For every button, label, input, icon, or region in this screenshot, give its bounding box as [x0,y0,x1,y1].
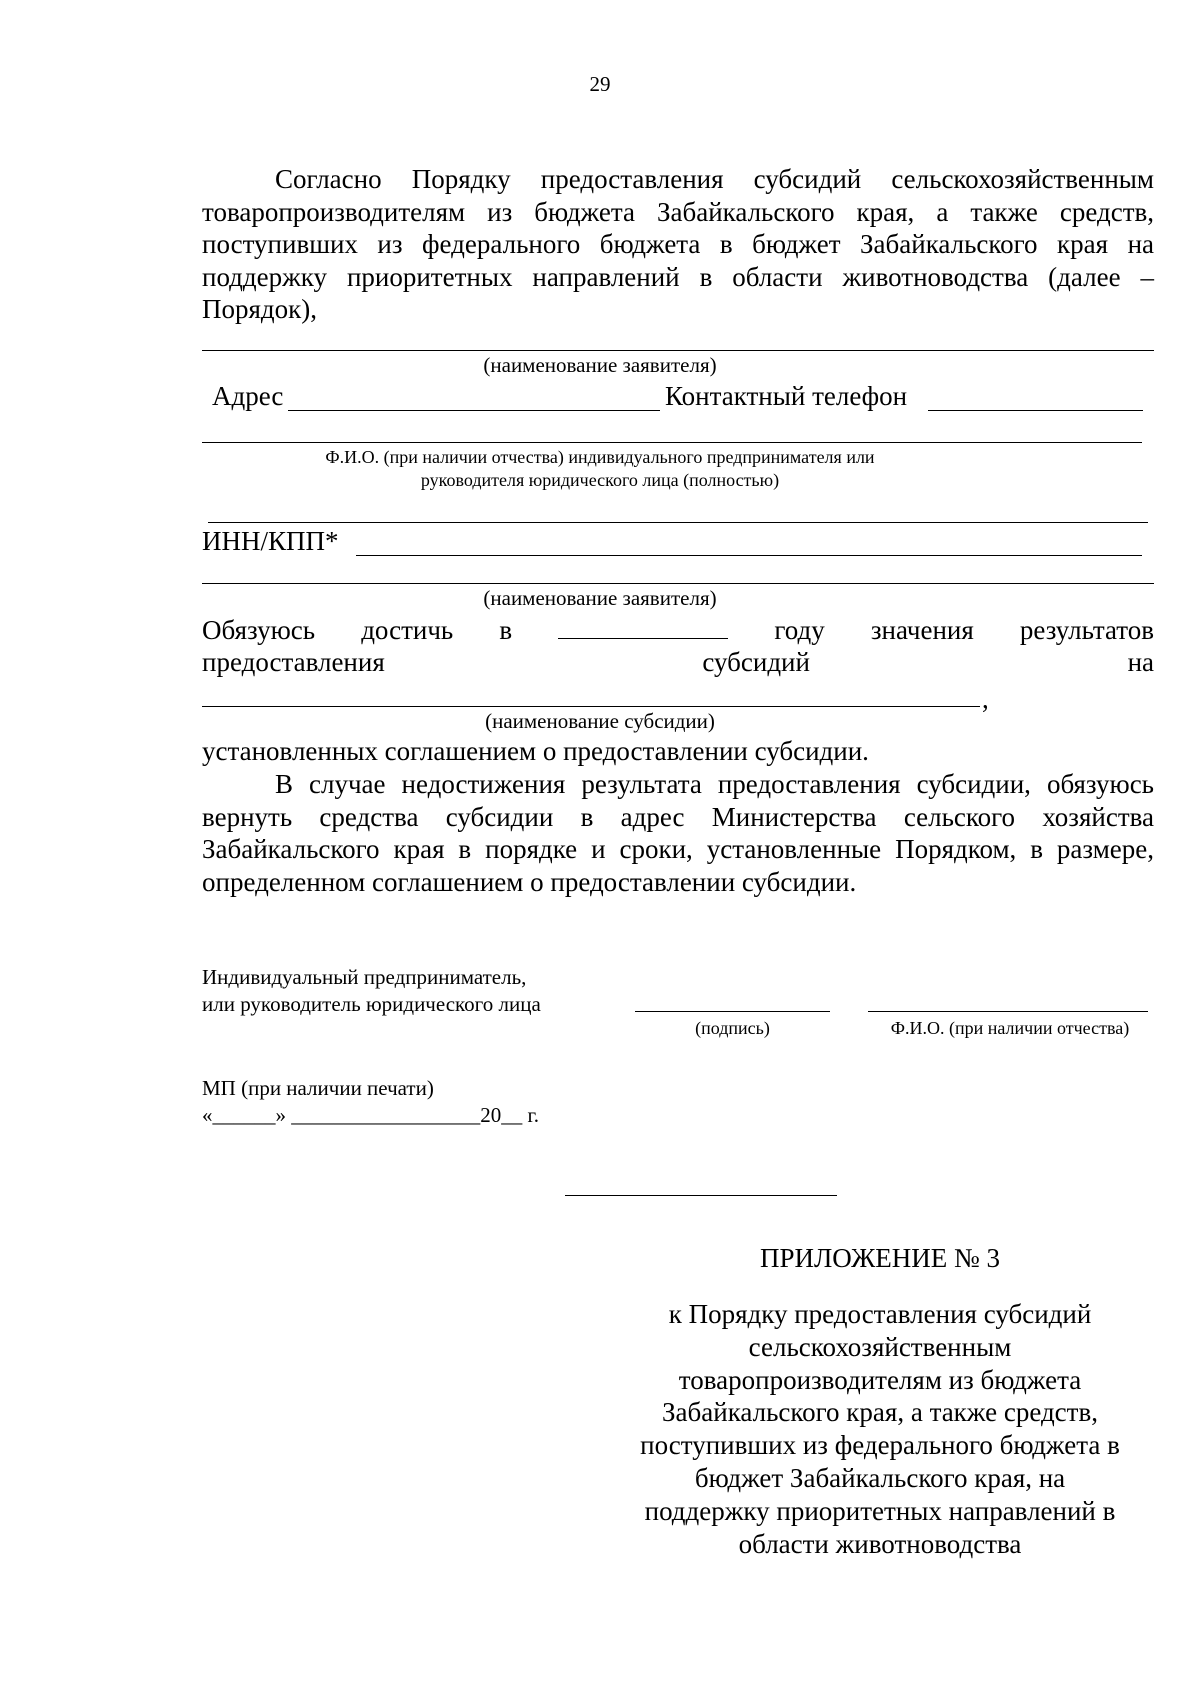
commit-line2-word-2: субсидий [702,647,810,677]
appendix-line-1: к Порядку предоставления субсидий [668,1299,1092,1329]
commit-word-6: результатов [1019,615,1154,645]
phone-label: Контактный телефон [665,381,908,411]
fio-line[interactable] [202,442,1142,443]
fio-caption-line2: руководителя юридического лица (полностью) [420,470,780,490]
appendix-line-3: товаропроизводителям из бюджета [678,1364,1082,1395]
commit-word-3: в [499,615,513,645]
commit-word-1: Обязуюсь [202,615,316,645]
signature-caption: (подпись) [695,1018,770,1038]
separator-line [565,1195,837,1196]
date-line: «______» __________________20__ г. [202,1103,539,1127]
commit-line2-word-1: предоставления [202,647,385,677]
applicant-name-line-2[interactable] [202,583,1154,584]
appendix-line-8: области животноводства [738,1528,1022,1559]
applicant-name-line[interactable] [202,350,1154,351]
appendix-line-5: поступивших из федерального бюджета в [640,1430,1120,1461]
commit-word-5: значения [870,615,974,645]
subsidy-comma: , [982,684,989,714]
subsidy-name-line[interactable] [202,706,980,707]
commit-line-1 [202,614,1154,646]
appendix-line-6: бюджет Забайкальского края, на [694,1462,1066,1493]
appendix-body [600,1298,1160,1560]
commit-line-2 [202,646,1154,678]
phone-line[interactable] [928,410,1143,411]
commit-word-2: достичь [361,615,454,645]
year-blank[interactable] [558,614,728,639]
appendix-line-7: поддержку приоритетных направлений в [644,1495,1116,1526]
inn-label: ИНН/КПП* [202,526,339,556]
intro-paragraph: Согласно Порядку предоставления субсидий сельскохозяйственным товаропроизводителям из бюджета Забайкальского края, а также средств, поступивших из федерального бюджета в бюджет Забайкальского края на поддержку приоритетных направлений в области животноводства (далее – Порядок), [202,164,1154,324]
signer-fio-line[interactable] [868,1011,1148,1012]
inn-line[interactable] [356,555,1142,556]
established-text: установленных соглашением о предоставлении субсидии. [202,736,869,766]
applicant-caption-2: (наименование заявителя) [483,586,717,610]
appendix-line-2: сельскохозяйственным [748,1331,1012,1362]
signer-fio-caption: Ф.И.О. (при наличии отчества) [890,1018,1130,1038]
address-line[interactable] [288,410,660,411]
commit-line2-word-3: на [1127,647,1154,677]
subsidy-caption: (наименование субсидии) [485,709,715,733]
address-label: Адрес [212,381,284,411]
fio-caption-line1: Ф.И.О. (при наличии отчества) индивидуального предпринимателя или [325,447,875,467]
stamp-label: МП (при наличии печати) [202,1076,434,1100]
signature-line[interactable] [635,1011,830,1012]
appendix-title: ПРИЛОЖЕНИЕ № 3 [759,1243,1001,1273]
fio-continuation-line[interactable] [208,522,1148,523]
signer-line-2: или руководитель юридического лица [202,992,541,1016]
signer-line-1: Индивидуальный предприниматель, [202,965,527,989]
appendix-line-4: Забайкальского края, а также средств, [662,1397,1098,1428]
commit-word-4: году [774,615,825,645]
applicant-caption: (наименование заявителя) [483,353,717,377]
page-number: 29 [589,72,611,96]
refund-paragraph: В случае недостижения результата предоставления субсидии, обязуюсь вернуть средства субсидии в адрес Министерства сельского хозяйства Забайкальского края в порядке и сроки, установленные Порядком, в размере, определенном соглашением о предоставлении субсидии. [202,769,1154,897]
